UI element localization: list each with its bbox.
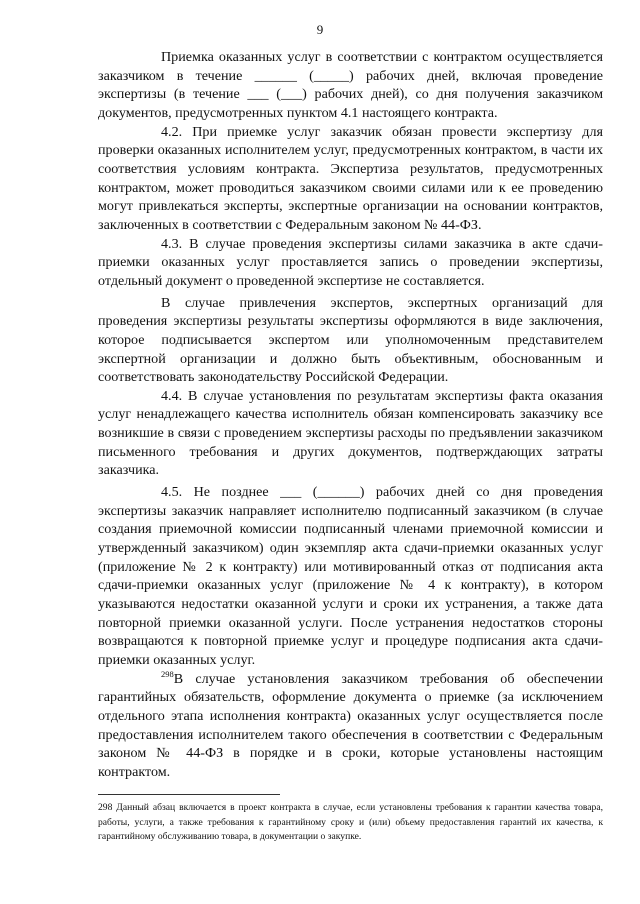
- paragraph-guarantee: [98, 670, 603, 782]
- contract-body: [98, 48, 603, 782]
- footnote-divider: [98, 794, 280, 795]
- paragraph-4-3: 4.3. В случае проведения экспертизы силами заказчика в акте сдачи-приемки оказанных услуг проставляется запись о проведении экспертизы, отдельный документ о проведенной экспертизе не составляется.: [98, 235, 603, 289]
- footnote-reference[interactable]: 298: [161, 668, 174, 679]
- page-number: 9: [316, 22, 324, 37]
- paragraph-4-4: 4.4. В случае установления по результатам экспертизы факта оказания услуг ненадлежащего качества исполнитель обязан компенсировать заказчику все возникшие в связи с проведением экспертизы расходы по предъявлении заказчиком письменного требования и других документов, подтверждающих затраты заказчика.: [98, 387, 603, 479]
- paragraph-guarantee-text: В случае установления заказчиком требования об обеспечении гарантийных обязательств, оформление документа о приемке (за исключением отдельного этапа исполнения контракта) оказанных услуг осуществляется после предоставления исполнителем такого обеспечения в соответствии с Федеральным законом № 44-ФЗ в порядке и в сроки, которые установлены настоящим контрактом.: [98, 670, 603, 780]
- paragraph-acceptance-terms: Приемка оказанных услуг в соответствии с контрактом осуществляется заказчиком в течение ______ (_____) рабочих дней, включая проведение экспертизы (в течение ___ (___) рабочих дней), со дня получения заказчиком документов, предусмотренных пунктом 4.1 настоящего контракта.: [98, 49, 603, 121]
- footnote-298: 298 Данный абзац включается в проект контракта в случае, если установлены требования к гарантии качества товара, работы, услуги, а также требования к гарантийному сроку и (или) объему предоставления гарантий их качества, к гарантийному обслуживанию товара, в документации о закупке.: [98, 802, 603, 843]
- paragraph-experts: В случае привлечения экспертов, экспертных организаций для проведения экспертизы результаты экспертизы оформляются в виде заключения, которое подписывается экспертом или уполномоченным представителем экспертной организации и должно быть объективным, обоснованным и соответствовать законодательству Российской Федерации.: [98, 294, 603, 386]
- paragraph-4-5: 4.5. Не позднее ___ (______) рабочих дней со дня проведения экспертизы заказчик направляет исполнителю подписанный заказчиком (в случае создания приемочной комиссии подписанный членами приемочной комиссии и утвержденный заказчиком) один экземпляр акта сдачи-приемки оказанных услуг (приложение № 2 к контракту) или мотивированный отказ от подписания акта сдачи-приемки оказанных услуг (приложение № 4 к контракту), в котором указываются недостатки оказанной услуги и сроки их устранения, а также дата повторной приемки оказанной услуги. После устранения недостатков стороны возвращаются к повторной приемке услуг и процедуре подписания акта сдачи-приемки оказанных услуг.: [98, 484, 603, 668]
- paragraph-4-2: 4.2. При приемке услуг заказчик обязан провести экспертизу для проверки оказанных исполнителем услуг, предусмотренных контрактом, в части их соответствия условиям контракта. Экспертиза результатов, предусмотренных контрактом, может проводиться заказчиком своими силами или к ее проведению могут привлекаться эксперты, экспертные организации на основании контрактов, заключенных в соответствии с Федеральным законом № 44-ФЗ.: [98, 123, 603, 233]
